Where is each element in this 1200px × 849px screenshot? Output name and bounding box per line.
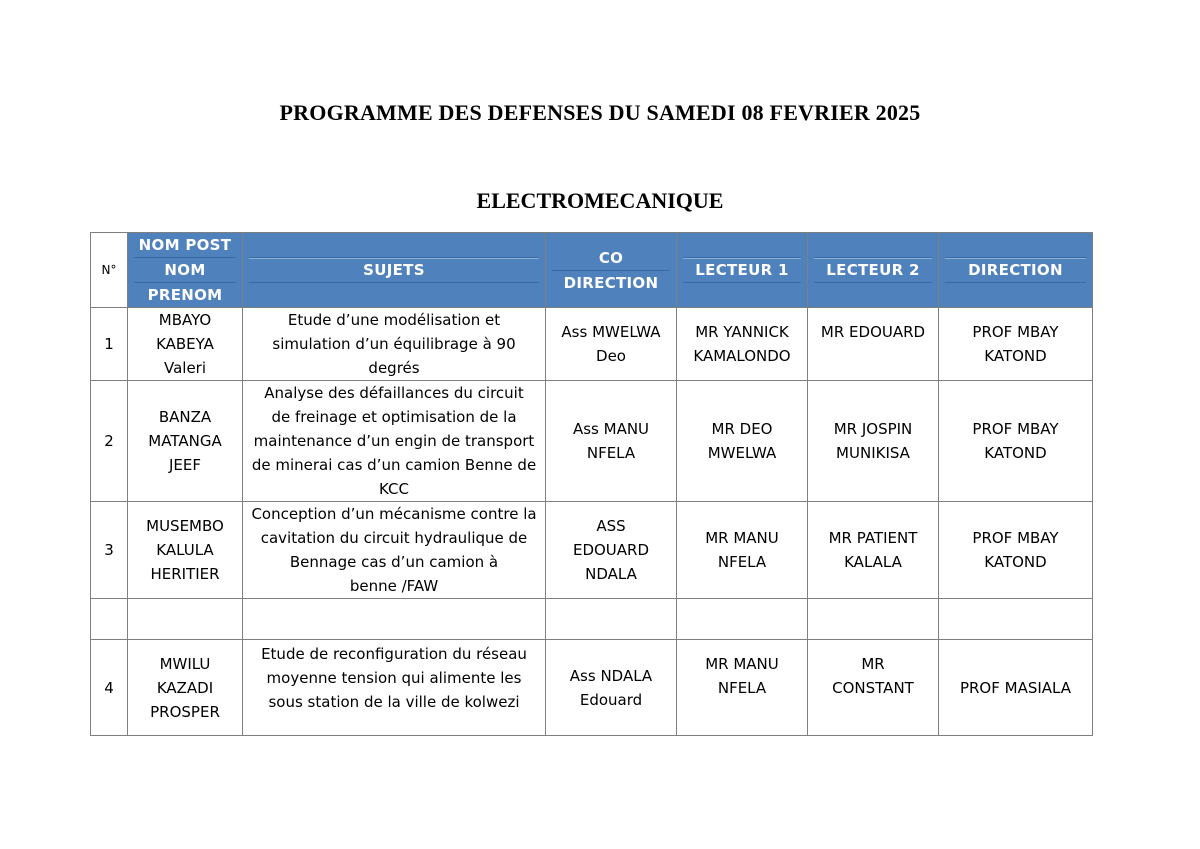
student-name-cell [128, 640, 243, 736]
reader2-line: CONSTANT [832, 679, 914, 697]
column-header-codirection-line1: CO [552, 246, 670, 271]
codirector-line: Edouard [579, 690, 643, 709]
director-line: KATOND [984, 553, 1047, 571]
subject-line: de freinage et optimisation de la [271, 408, 517, 426]
reader2-cell [808, 640, 939, 736]
reader1-line: MR DEO [711, 420, 773, 438]
reader1-cell [677, 502, 808, 599]
subject-line: benne /FAW [349, 577, 439, 595]
subject-line: moyenne tension qui alimente les [266, 669, 522, 687]
table-header-row [91, 233, 1093, 308]
column-header-name-line1: NOM POST [134, 233, 236, 258]
student-name-line: KAZADI [156, 678, 214, 697]
student-name-line: Valeri [163, 359, 207, 377]
reader2-line: MR EDOUARD [820, 323, 926, 341]
director-line: KATOND [984, 347, 1047, 365]
student-name-line: MUSEMBO [146, 517, 224, 535]
director-line: PROF MBAY [972, 323, 1059, 341]
reader1-line: MR MANU [705, 655, 779, 673]
student-name-line: KABEYA [156, 335, 214, 353]
empty-cell [128, 599, 243, 640]
row-number: 1 [91, 308, 128, 381]
director-line: PROF MASIALA [959, 678, 1072, 697]
subject-line: sous station de la ville de kolwezi [268, 693, 520, 711]
subject-cell [243, 308, 546, 381]
column-header-reader1-label: LECTEUR 1 [683, 257, 801, 283]
subject-line: Bennage cas d’un camion à [289, 553, 499, 571]
reader1-line: MWELWA [707, 444, 777, 462]
subject-cell [243, 640, 546, 736]
reader2-cell [808, 381, 939, 502]
codirector-cell [546, 640, 677, 736]
subject-line: Conception d’un mécanisme contre la [251, 505, 537, 523]
student-name-cell [128, 381, 243, 502]
reader1-line: NFELA [717, 679, 767, 697]
row-number: 4 [91, 640, 128, 736]
student-name-line: PROSPER [150, 702, 220, 721]
reader2-line: MR JOSPIN [833, 420, 913, 438]
column-header-name-line3: PRENOM [147, 286, 223, 304]
codirector-line: Ass MANU [572, 420, 650, 438]
column-header-direction [939, 233, 1093, 308]
column-header-codirection [546, 233, 677, 308]
subject-line: simulation d’un équilibrage à 90 [272, 335, 516, 353]
subject-line: KCC [379, 480, 409, 498]
director-cell [939, 308, 1093, 381]
student-name-line: MWILU [159, 654, 211, 673]
table-row [91, 381, 1093, 502]
reader2-cell [808, 502, 939, 599]
defense-schedule-table [90, 232, 1093, 736]
column-header-reader2-label: LECTEUR 2 [814, 257, 932, 283]
subject-line: cavitation du circuit hydraulique de [260, 529, 528, 547]
director-line: KATOND [984, 444, 1047, 462]
reader2-line: MR PATIENT [828, 529, 918, 547]
empty-cell [939, 599, 1093, 640]
row-number: 2 [91, 381, 128, 502]
subject-line: de minerai cas d’un camion Benne de [251, 456, 537, 474]
subject-line: maintenance d’un engin de transport [253, 432, 535, 450]
student-name-cell [128, 502, 243, 599]
reader1-line: KAMALONDO [693, 347, 791, 365]
codirector-line: NDALA [585, 565, 637, 583]
director-cell [939, 381, 1093, 502]
director-cell [939, 640, 1093, 736]
column-header-direction-label: DIRECTION [945, 257, 1086, 283]
column-header-student-name [128, 233, 243, 308]
column-header-reader2 [808, 233, 939, 308]
column-header-reader1 [677, 233, 808, 308]
empty-cell [243, 599, 546, 640]
reader1-line: MR MANU [705, 529, 779, 547]
table-row [91, 502, 1093, 599]
codirector-cell [546, 502, 677, 599]
student-name-line: BANZA [158, 408, 212, 426]
reader2-line: KALALA [844, 553, 902, 571]
reader1-cell [677, 381, 808, 502]
subject-line: degrés [368, 359, 420, 377]
subject-cell [243, 502, 546, 599]
empty-cell [546, 599, 677, 640]
reader1-line: NFELA [717, 553, 767, 571]
student-name-line: KALULA [156, 541, 214, 559]
codirector-line: Deo [596, 347, 626, 365]
column-header-name-line2: NOM [134, 258, 236, 283]
column-header-number: N° [91, 233, 128, 308]
document-title: PROGRAMME DES DEFENSES DU SAMEDI 08 FEVRIER 2025 [279, 100, 921, 125]
codirector-line: Ass NDALA [569, 666, 653, 685]
student-name-line: MATANGA [148, 432, 222, 450]
subject-line: Analyse des défaillances du circuit [264, 384, 524, 402]
subject-cell [243, 381, 546, 502]
column-header-codirection-line2: DIRECTION [563, 273, 659, 292]
reader1-line: MR YANNICK [695, 323, 789, 341]
student-name-line: MBAYO [158, 311, 212, 329]
table-row [91, 308, 1093, 381]
codirector-line: EDOUARD [572, 541, 650, 559]
table-row [91, 640, 1093, 736]
student-name-line: JEEF [168, 456, 201, 474]
codirector-cell [546, 381, 677, 502]
codirector-cell [546, 308, 677, 381]
codirector-line: NFELA [586, 444, 636, 462]
subject-line: Etude de reconfiguration du réseau [261, 645, 527, 663]
director-line: PROF MBAY [972, 529, 1059, 547]
reader2-line: MR [861, 655, 885, 673]
column-header-subject-label: SUJETS [249, 257, 539, 283]
reader2-line: MUNIKISA [836, 444, 910, 462]
codirector-line: Ass MWELWA [561, 323, 661, 341]
director-line: PROF MBAY [972, 420, 1059, 438]
reader2-cell [808, 308, 939, 381]
codirector-line: ASS [596, 517, 626, 535]
empty-cell [808, 599, 939, 640]
student-name-cell [128, 308, 243, 381]
reader1-cell [677, 308, 808, 381]
row-number: 3 [91, 502, 128, 599]
director-cell [939, 502, 1093, 599]
department-title: ELECTROMECANIQUE [476, 188, 724, 213]
empty-cell [677, 599, 808, 640]
student-name-line: HERITIER [150, 565, 220, 583]
empty-cell [91, 599, 128, 640]
empty-table-row [91, 599, 1093, 640]
subject-line: Etude d’une modélisation et [287, 311, 501, 329]
column-header-subject [243, 233, 546, 308]
reader1-cell [677, 640, 808, 736]
